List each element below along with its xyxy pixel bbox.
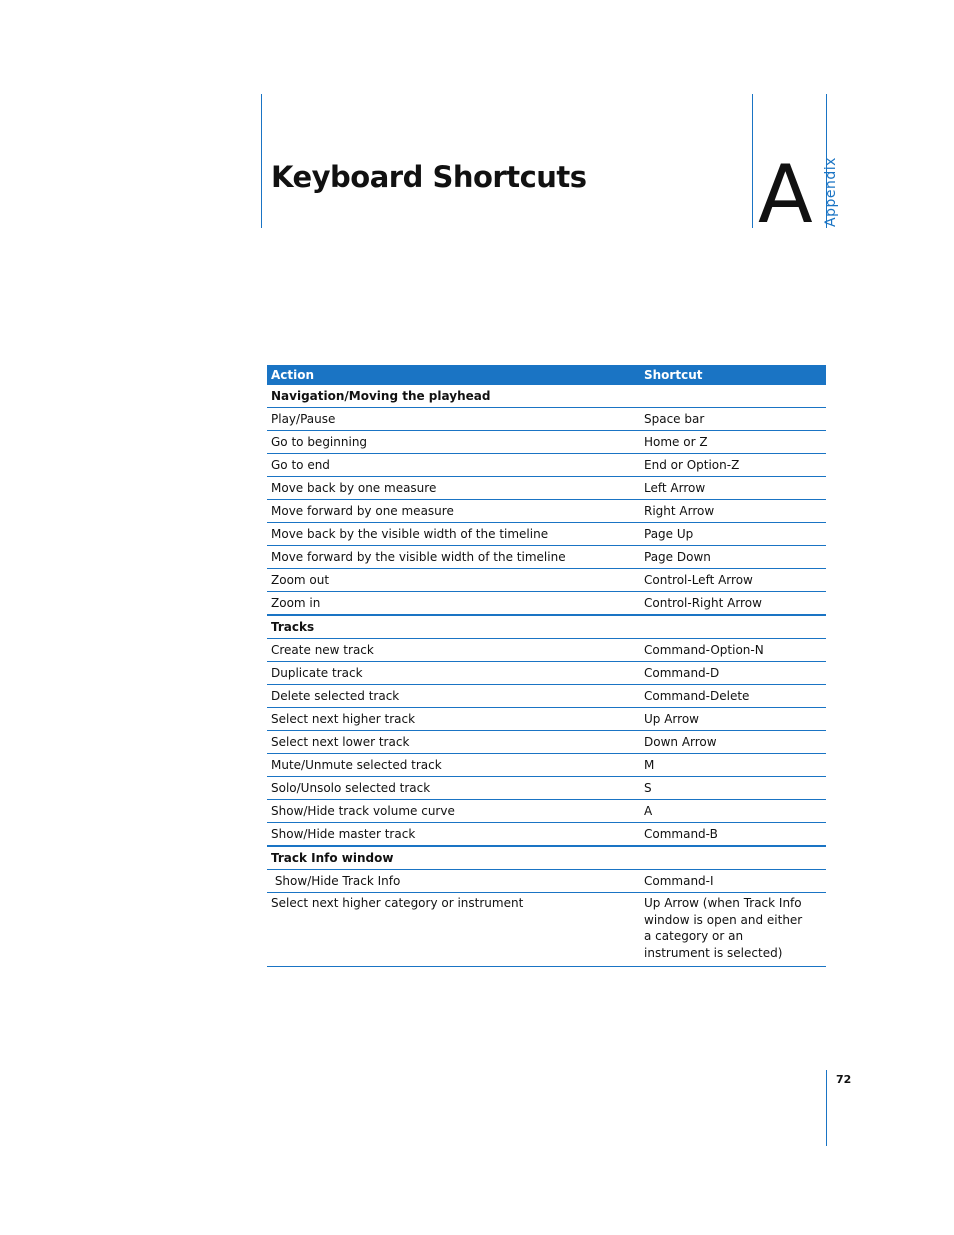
section-heading: Track Info window [267,846,640,870]
table-row [267,870,826,893]
section-heading: Tracks [267,615,640,639]
action-cell: Zoom in [267,592,640,616]
table-row [267,546,826,569]
table-row [267,662,826,685]
shortcut-cell: Home or Z [640,431,826,454]
shortcut-cell: M [640,754,826,777]
action-cell: Delete selected track [267,685,640,708]
action-cell: Mute/Unmute selected track [267,754,640,777]
shortcut-cell: Up Arrow [640,708,826,731]
action-cell: Play/Pause [267,408,640,431]
column-header-action: Action [267,365,640,385]
section-heading: Navigation/Moving the playhead [267,385,640,408]
shortcut-cell: Command-Delete [640,685,826,708]
shortcut-cell: Page Up [640,523,826,546]
table-row [267,477,826,500]
action-cell: Zoom out [267,569,640,592]
shortcut-cell: Command-I [640,870,826,893]
table-row [267,523,826,546]
shortcut-cell: Page Down [640,546,826,569]
table-row [267,731,826,754]
section-heading-row [267,846,826,870]
shortcuts-table [267,365,826,967]
table-row [267,454,826,477]
table-row [267,800,826,823]
table-row [267,569,826,592]
table-row [267,639,826,662]
shortcut-cell: Space bar [640,408,826,431]
shortcut-cell: Command-D [640,662,826,685]
column-header-shortcut: Shortcut [640,365,826,385]
shortcut-cell: Up Arrow (when Track Info window is open and either a category or an instrument is selected) [640,893,826,967]
shortcut-cell: End or Option-Z [640,454,826,477]
action-cell: Move forward by the visible width of the timeline [267,546,640,569]
shortcut-cell: Left Arrow [640,477,826,500]
action-cell: Show/Hide track volume curve [267,800,640,823]
action-cell: Select next lower track [267,731,640,754]
table-row [267,708,826,731]
table-row [267,685,826,708]
table-row [267,500,826,523]
action-cell: Show/Hide master track [267,823,640,847]
appendix-label: Appendix [823,157,839,227]
table-row [267,592,826,616]
action-cell: Create new track [267,639,640,662]
shortcut-cell: Command-Option-N [640,639,826,662]
action-cell: Show/Hide Track Info [267,870,640,893]
page-number: 72 [836,1073,852,1086]
page-title: Keyboard Shortcuts [271,160,587,194]
footer-rule [826,1070,827,1146]
shortcut-cell: Right Arrow [640,500,826,523]
action-cell: Move forward by one measure [267,500,640,523]
table-header-row [267,365,826,385]
appendix-letter: A [758,148,813,241]
action-cell: Duplicate track [267,662,640,685]
table-row [267,408,826,431]
shortcut-cell: Control-Right Arrow [640,592,826,616]
action-cell: Solo/Unsolo selected track [267,777,640,800]
shortcut-cell: A [640,800,826,823]
table-row [267,777,826,800]
shortcut-cell: Down Arrow [640,731,826,754]
shortcut-cell: Command-B [640,823,826,847]
table-row [267,754,826,777]
table-row [267,893,826,967]
action-cell: Go to beginning [267,431,640,454]
action-cell: Move back by one measure [267,477,640,500]
header-left-rule [261,94,262,228]
header-mid-rule [752,94,753,228]
action-cell: Select next higher category or instrument [267,893,640,967]
action-cell: Select next higher track [267,708,640,731]
action-cell: Go to end [267,454,640,477]
section-heading-row [267,385,826,408]
table-row [267,823,826,847]
shortcut-cell: Control-Left Arrow [640,569,826,592]
shortcut-cell: S [640,777,826,800]
table-row [267,431,826,454]
action-cell: Move back by the visible width of the timeline [267,523,640,546]
section-heading-row [267,615,826,639]
